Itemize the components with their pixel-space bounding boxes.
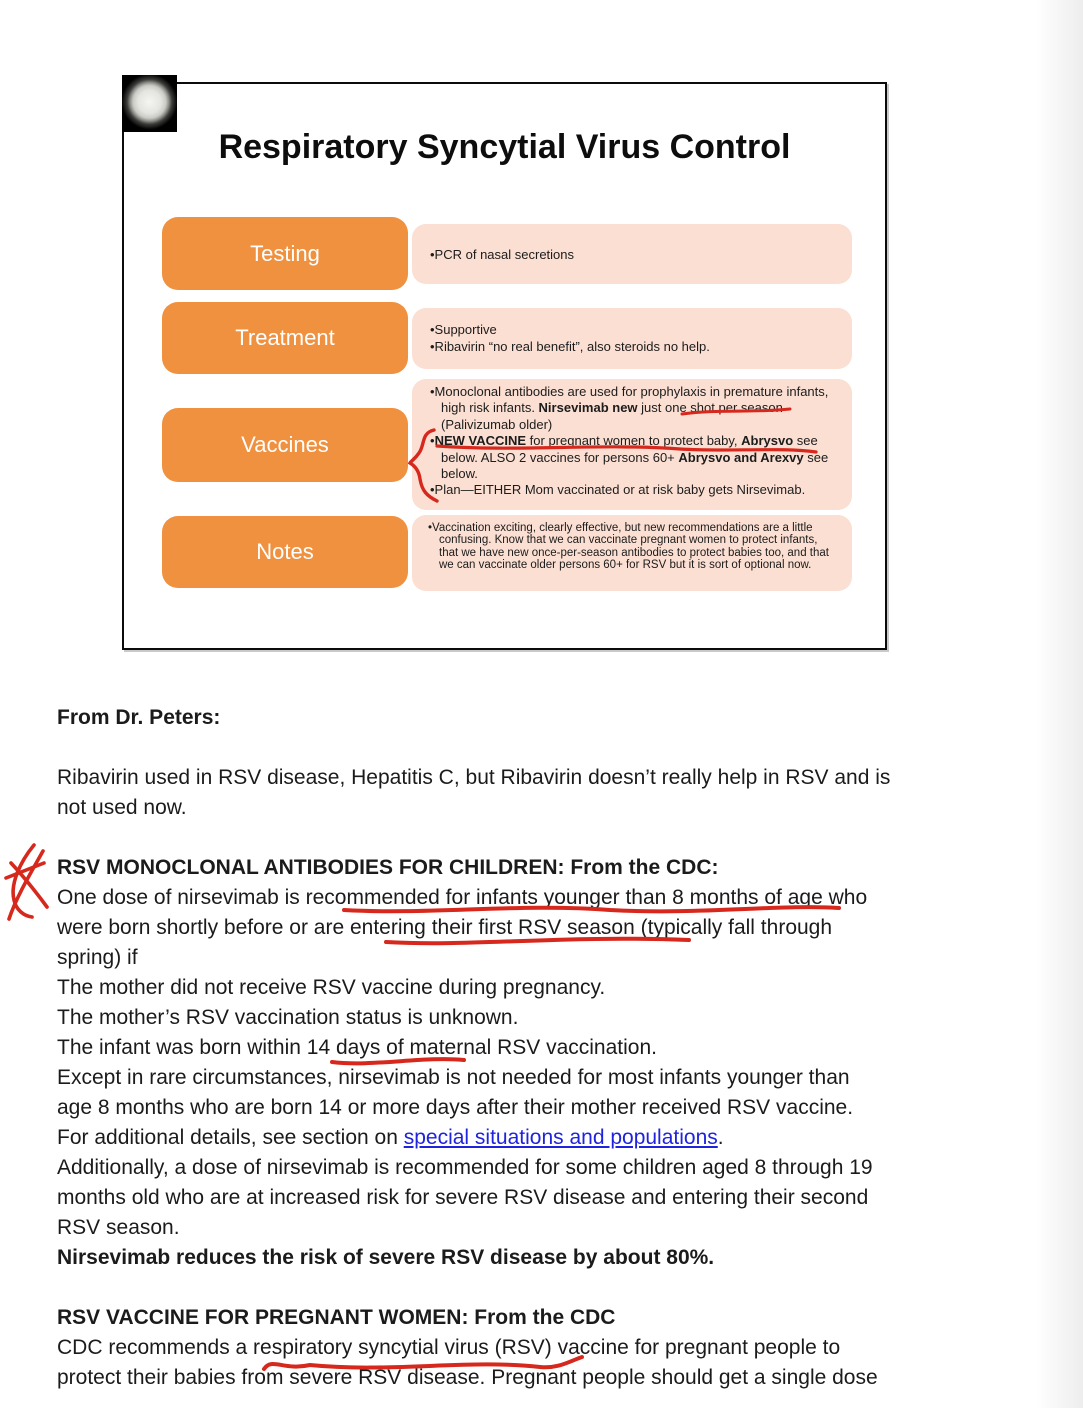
treatment-bullet: •Ribavirin “no real benefit”, also steroids no help.: [430, 338, 710, 354]
body-line: Except in rare circumstances, nirsevimab is not needed for most infants younger than: [57, 1066, 850, 1089]
vaccines-bullet: •NEW VACCINE for pregnant women to protect baby, Abrysvo see below. ALSO 2 vaccines for persons 60+ Abrysvo and Arexvy see below.: [430, 433, 829, 482]
slide-rsv-control: [122, 82, 887, 650]
body-line: Additionally, a dose of nirsevimab is recommended for some children aged 8 through 19: [57, 1156, 873, 1179]
notes-detail-box: [412, 515, 852, 591]
moon-icon: [122, 75, 177, 132]
notes-box: [162, 516, 408, 588]
body-line: [57, 1273, 957, 1303]
body-line: CDC recommends a respiratory syncytial virus (RSV) vaccine for pregnant people to: [57, 1336, 841, 1359]
body-line: The mother’s RSV vaccination status is unknown.: [57, 1006, 519, 1029]
body-line: were born shortly before or are entering their first RSV season (typically fall through: [57, 916, 833, 939]
body-line: spring) if: [57, 946, 138, 969]
page-edge-shadow: [1035, 0, 1083, 1408]
testing-box: [162, 217, 408, 290]
body-line: Nirsevimab reduces the risk of severe RSV disease by about 80%.: [57, 1246, 715, 1269]
body-line: protect their babies from severe RSV disease. Pregnant people should get a single dose: [57, 1366, 878, 1389]
testing-label: Testing: [250, 240, 320, 266]
testing-bullet: •PCR of nasal secretions: [430, 246, 575, 262]
special-situations-link[interactable]: special situations and populations: [403, 1126, 718, 1149]
vaccines-bullet: •Plan—EITHER Mom vaccinated or at risk baby gets Nirsevimab.: [430, 482, 806, 498]
body-line: months old who are at increased risk for severe RSV disease and entering their second: [57, 1186, 869, 1209]
body-line: RSV VACCINE FOR PREGNANT WOMEN: From the CDC: [57, 1306, 616, 1329]
body-line-text: .: [717, 1126, 724, 1149]
vaccines-bullet: •Monoclonal antibodies are used for prophylaxis in premature infants, high risk infants. Nirsevimab new just one shot per season (Palivizumab older): [430, 384, 829, 432]
red-star-annotation: [6, 845, 47, 919]
body-line: not used now.: [57, 796, 187, 819]
notes-bullet: •Vaccination exciting, clearly effective, but new recommendations are a little confusing. Know that we can vaccinate pregnant women to protect infants, that we have new once-per-season antibodies to protect babies too, and that we can vaccinate older persons 60+ for RSV but it is sort of optional now.: [428, 522, 829, 571]
body-line: From Dr. Peters:: [57, 706, 221, 729]
body-line: Ribavirin used in RSV disease, Hepatitis C, but Ribavirin doesn’t really help in RSV and is: [57, 766, 891, 789]
vaccines-label: Vaccines: [241, 432, 329, 457]
treatment-box: [162, 302, 408, 374]
body-line: age 8 months who are born 14 or more days after their mother received RSV vaccine.: [57, 1096, 854, 1119]
slide-title: Respiratory Syncytial Virus Control: [218, 128, 791, 166]
vaccines-detail-box: [412, 379, 852, 510]
treatment-label: Treatment: [235, 325, 335, 350]
body-line: RSV MONOCLONAL ANTIBODIES FOR CHILDREN: From the CDC:: [57, 856, 719, 879]
body-line: [57, 733, 957, 763]
body-line: RSV season.: [57, 1216, 180, 1239]
body-text: [57, 703, 957, 1393]
body-line: The infant was born within 14 days of maternal RSV vaccination.: [57, 1036, 657, 1059]
testing-detail-box: [412, 224, 852, 284]
body-line-text: For additional details, see section on: [57, 1126, 404, 1149]
body-line: The mother did not receive RSV vaccine during pregnancy.: [57, 976, 606, 999]
body-line: [57, 1123, 957, 1153]
body-line: [57, 823, 957, 853]
notes-label: Notes: [256, 539, 314, 564]
vaccines-box: [162, 408, 408, 482]
body-line: One dose of nirsevimab is recommended for infants younger than 8 months of age who: [57, 886, 868, 909]
treatment-bullet: •Supportive: [430, 322, 497, 337]
treatment-detail-box: [412, 308, 852, 369]
